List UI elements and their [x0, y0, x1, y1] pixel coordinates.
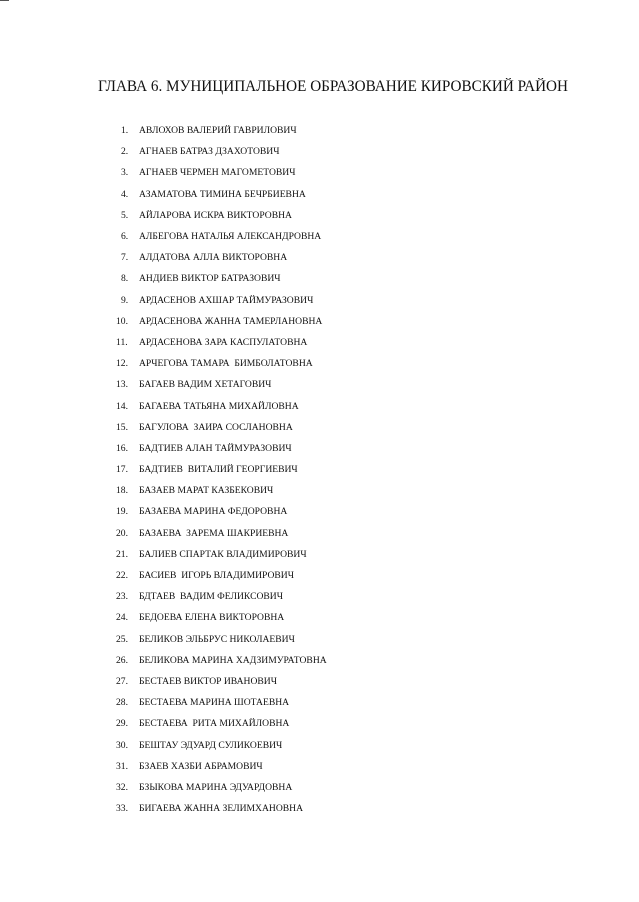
person-name: БЕСТАЕВА МАРИНА ШОТАЕВНА [139, 697, 290, 709]
item-number: 27. [116, 675, 128, 687]
item-number: 20. [116, 527, 128, 539]
list-item [116, 374, 327, 395]
item-number: 21. [116, 548, 128, 560]
list-item [116, 438, 327, 459]
list-item [116, 247, 327, 268]
item-number: 9. [121, 294, 129, 306]
person-name: БАДТИЕВ ВИТАЛИЙ ГЕОРГИЕВИЧ [139, 464, 298, 476]
item-number: 31. [116, 760, 128, 772]
list-item [116, 713, 327, 734]
item-number: 25. [116, 633, 128, 645]
person-name: БЕЛИКОВ ЭЛЬБРУС НИКОЛАЕВИЧ [139, 633, 295, 645]
list-item [116, 480, 327, 501]
item-number: 5. [121, 209, 129, 221]
list-item [116, 417, 327, 438]
person-name: БЕШТАУ ЭДУАРД СУЛИКОЕВИЧ [139, 739, 283, 751]
person-name: БАСИЕВ ИГОРЬ ВЛАДИМИРОВИЧ [139, 570, 294, 582]
list-item [116, 205, 327, 226]
person-name: АНДИЕВ ВИКТОР БАТРАЗОВИЧ [139, 273, 281, 285]
person-name: БАГАЕВ ВАДИМ ХЕТАГОВИЧ [139, 379, 272, 391]
item-number: 12. [116, 358, 128, 370]
item-number: 24. [116, 612, 128, 624]
list-item [116, 523, 327, 544]
item-number: 6. [121, 231, 129, 243]
item-number: 19. [116, 506, 128, 518]
list-item [116, 565, 327, 586]
person-name: БДТАЕВ ВАДИМ ФЕЛИКСОВИЧ [139, 591, 283, 603]
item-number: 33. [116, 803, 128, 815]
item-number: 32. [116, 781, 128, 793]
list-item [116, 184, 327, 205]
person-name: АЗАМАТОВА ТИМИНА БЕЧРБИЕВНА [139, 188, 306, 200]
item-number: 22. [116, 570, 128, 582]
item-number: 11. [116, 336, 128, 348]
item-number: 17. [116, 464, 128, 476]
list-item [116, 226, 327, 247]
list-item [116, 332, 327, 353]
person-name: БАЗАЕВА МАРИНА ФЕДОРОВНА [139, 506, 288, 518]
item-number: 23. [116, 591, 128, 603]
person-name: АЙЛАРОВА ИСКРА ВИКТОРОВНА [139, 209, 292, 221]
person-name: БАГУЛОВА ЗАИРА СОСЛАНОВНА [139, 421, 293, 433]
list-item [116, 162, 327, 183]
item-number: 26. [116, 654, 128, 666]
person-name: БАДТИЕВ АЛАН ТАЙМУРАЗОВИЧ [139, 442, 292, 454]
person-name: АВЛОХОВ ВАЛЕРИЙ ГАВРИЛОВИЧ [139, 125, 297, 137]
person-name: БАЗАЕВ МАРАТ КАЗБЕКОВИЧ [139, 485, 274, 497]
list-item [116, 501, 327, 522]
person-name: АГНАЕВ ЧЕРМЕН МАГОМЕТОВИЧ [139, 167, 296, 179]
person-name: БАЗАЕВА ЗАРЕМА ШАКРИЕВНА [139, 527, 289, 539]
person-name: АЛДАТОВА АЛЛА ВИКТОРОВНА [139, 252, 288, 264]
list-item [116, 120, 327, 141]
list-item [116, 586, 327, 607]
person-name: БЕЛИКОВА МАРИНА ХАДЗИМУРАТОВНА [139, 654, 327, 666]
person-name: АРЧЕГОВА ТАМАРА БИМБОЛАТОВНА [139, 358, 313, 370]
item-number: 30. [116, 739, 128, 751]
item-number: 28. [116, 697, 128, 709]
item-number: 15. [116, 421, 128, 433]
list-item [116, 290, 327, 311]
list-item [116, 798, 327, 819]
person-name: БИГАЕВА ЖАННА ЗЕЛИМХАНОВНА [139, 803, 304, 815]
item-number: 7. [121, 252, 129, 264]
person-name: БЗАЕВ ХАЗБИ АБРАМОВИЧ [139, 760, 263, 772]
person-name: БЕСТАЕВ ВИКТОР ИВАНОВИЧ [139, 675, 277, 687]
list-item [116, 353, 327, 374]
list-item [116, 756, 327, 777]
list-item [116, 459, 327, 480]
item-number: 3. [121, 167, 129, 179]
list-item [116, 777, 327, 798]
item-number: 1. [121, 125, 129, 137]
scan-corner-mark [0, 0, 9, 1]
item-number: 29. [116, 718, 128, 730]
person-name: БЗЫКОВА МАРИНА ЭДУАРДОВНА [139, 781, 293, 793]
item-number: 4. [121, 188, 129, 200]
item-number: 18. [116, 485, 128, 497]
person-name: БЕСТАЕВА РИТА МИХАЙЛОВНА [139, 718, 290, 730]
item-number: 2. [121, 146, 129, 158]
person-name: БАЛИЕВ СПАРТАК ВЛАДИМИРОВИЧ [139, 548, 307, 560]
list-item [116, 544, 327, 565]
name-list [116, 120, 327, 819]
person-name: АЛБЕГОВА НАТАЛЬЯ АЛЕКСАНДРОВНА [139, 231, 322, 243]
list-item [116, 734, 327, 755]
list-item [116, 671, 327, 692]
list-item [116, 692, 327, 713]
page-title: ГЛАВА 6. МУНИЦИПАЛЬНОЕ ОБРАЗОВАНИЕ КИРОВСКИЙ РАЙОН [98, 78, 568, 95]
item-number: 13. [116, 379, 128, 391]
list-item [116, 650, 327, 671]
person-name: БЕДОЕВА ЕЛЕНА ВИКТОРОВНА [139, 612, 285, 624]
list-item [116, 268, 327, 289]
item-number: 14. [116, 400, 128, 412]
person-name: АГНАЕВ БАТРАЗ ДЗАХОТОВИЧ [139, 146, 280, 158]
person-name: АРДАСЕНОВА ЖАННА ТАМЕРЛАНОВНА [139, 315, 323, 327]
person-name: БАГАЕВА ТАТЬЯНА МИХАЙЛОВНА [139, 400, 299, 412]
list-item [116, 395, 327, 416]
list-item [116, 629, 327, 650]
item-number: 10. [116, 315, 128, 327]
list-item [116, 311, 327, 332]
item-number: 16. [116, 442, 128, 454]
list-item [116, 141, 327, 162]
person-name: АРДАСЕНОВ АХШАР ТАЙМУРАЗОВИЧ [139, 294, 314, 306]
list-item [116, 607, 327, 628]
person-name: АРДАСЕНОВА ЗАРА КАСПУЛАТОВНА [139, 336, 308, 348]
item-number: 8. [121, 273, 129, 285]
